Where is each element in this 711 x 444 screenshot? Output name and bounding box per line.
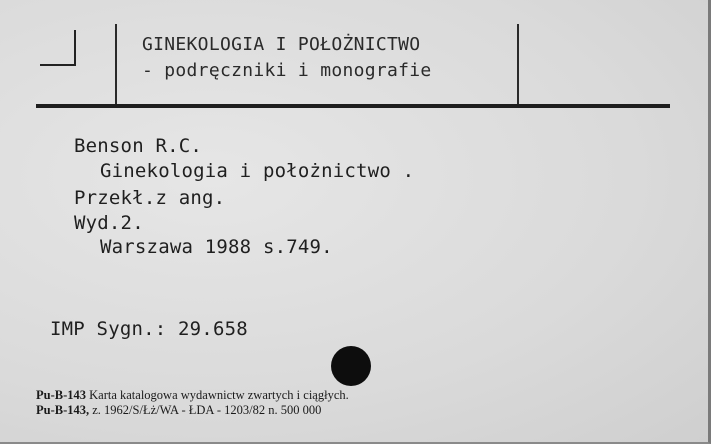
entry-title: Ginekologia i położnictwo .: [100, 160, 415, 182]
footer-line-1: [36, 388, 349, 403]
corner-bracket-mark: [40, 30, 76, 66]
footer-code-1: Pu-B-143: [36, 388, 86, 402]
footer-line-2: [36, 403, 321, 418]
footer-code-2: Pu-B-143,: [36, 403, 90, 417]
card-punch-hole: [331, 346, 371, 386]
entry-author: Benson R.C.: [74, 135, 203, 157]
header-divider-right: [517, 24, 519, 106]
header-divider-left: [115, 24, 117, 106]
entry-imprint: Warszawa 1988 s.749.: [100, 236, 333, 258]
entry-translation: Przekł.z ang.: [74, 187, 226, 209]
header-rule: [36, 104, 670, 108]
subject-heading: GINEKOLOGIA I POŁOŻNICTWO: [142, 34, 421, 55]
footer-text-1: Karta katalogowa wydawnictw zwartych i ciągłych.: [89, 388, 349, 402]
subject-subheading: - podręczniki i monografie: [142, 60, 432, 81]
entry-edition: Wyd.2.: [74, 212, 144, 234]
footer-text-2: z. 1962/S/Łż/WA - ŁDA - 1203/82 n. 500 000: [92, 403, 322, 417]
call-number: IMP Sygn.: 29.658: [50, 318, 248, 340]
